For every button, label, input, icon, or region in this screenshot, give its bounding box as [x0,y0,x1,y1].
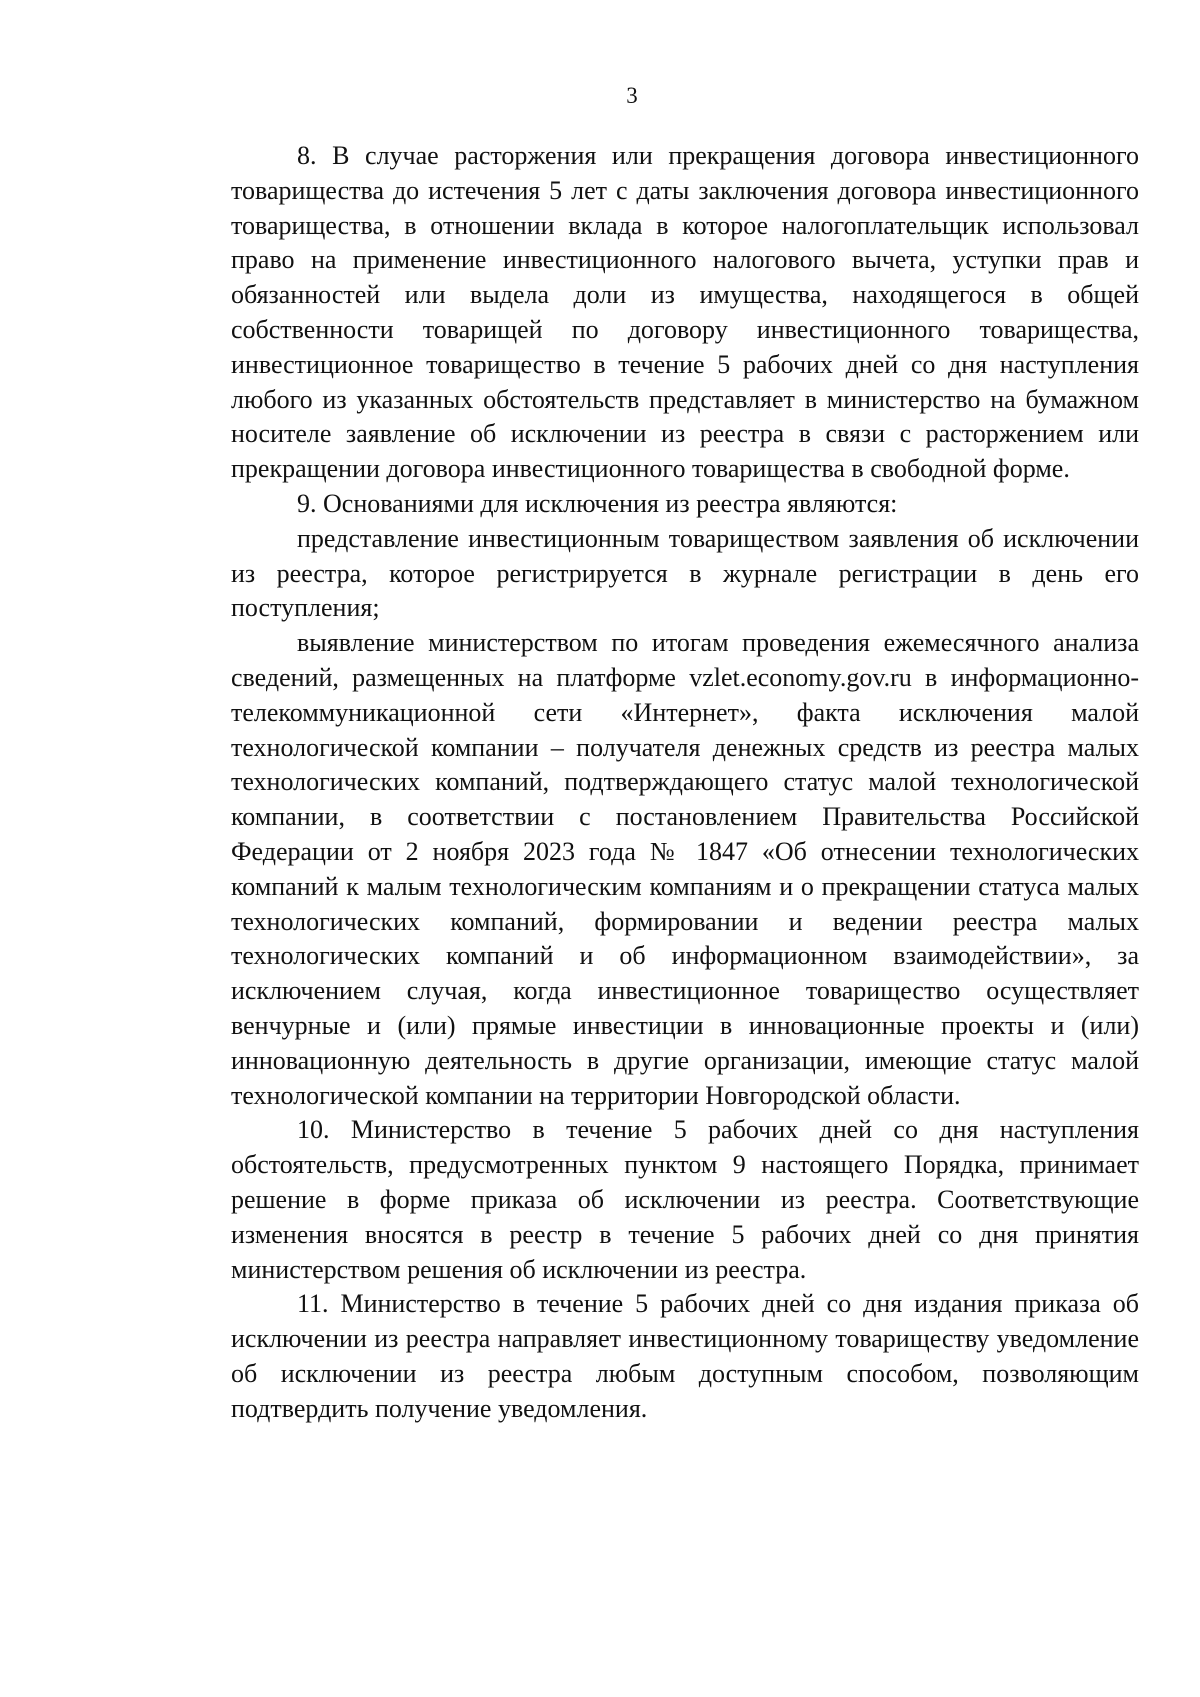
paragraph-9-item-1: представление инвестиционным товариществом заявления об исключении из реестра, которое регистрируется в журнале регистрации в день его поступления; [231,523,1139,623]
paragraph-8: 8. В случае расторжения или прекращения договора инвестиционного товарищества до истечения 5 лет с даты заключения договора инвестиционного товарищества, в отношении вклада в которое налогоплательщик использовал право на применение инвестиционного налогового вычета, уступки прав и обязанностей или выдела доли из имущества, находящегося в общей собственности товарищей по договору инвестиционного товарищества, инвестиционное товарищество в течение 5 рабочих дней со дня наступления любого из указанных обстоятельств представляет в министерство на бумажном носителе заявление об исключении из реестра в связи с расторжением или прекращении договора инвестиционного товарищества в свободной форме. [231,141,1139,484]
paragraph-9: 9. Основаниями для исключения из реестра являются: [297,488,898,518]
paragraph-11: 11. Министерство в течение 5 рабочих дней со дня издания приказа об исключении из реестра направляет инвестиционному товариществу уведомление об исключении из реестра любым доступным способом, позволяющим подтвердить получение уведомления. [231,1289,1139,1423]
paragraph-9-item-2: выявление министерством по итогам проведения ежемесячного анализа сведений, размещенных на платформе vzlet.economy.gov.ru в информационно-телекоммуникационной сети «Интернет», факта исключения малой технологической компании – получателя денежных средств из реестра малых технологических компаний, подтверждающего статус малой технологической компании, в соответствии с постановлением Правительства Российской Федерации от 2 ноября 2023 года № 1847 «Об отнесении технологических компаний к малым технологическим компаниям и о прекращении статуса малых технологических компаний, формировании и ведении реестра малых технологических компаний и об информационном взаимодействии», за исключением случая, когда инвестиционное товарищество осуществляет венчурные и (или) прямые инвестиции в инновационные проекты и (или) инновационную деятельность в другие организации, имеющие статус малой технологической компании на территории Новгородской области. [231,628,1139,1110]
paragraph-10: 10. Министерство в течение 5 рабочих дней со дня наступления обстоятельств, предусмотренных пунктом 9 настоящего Порядка, принимает решение в форме приказа об исключении из реестра. Соответствующие изменения вносятся в реестр в течение 5 рабочих дней со дня принятия министерством решения об исключении из реестра. [231,1115,1139,1284]
page-number: 3 [626,83,638,108]
document-body [231,139,1139,1426]
